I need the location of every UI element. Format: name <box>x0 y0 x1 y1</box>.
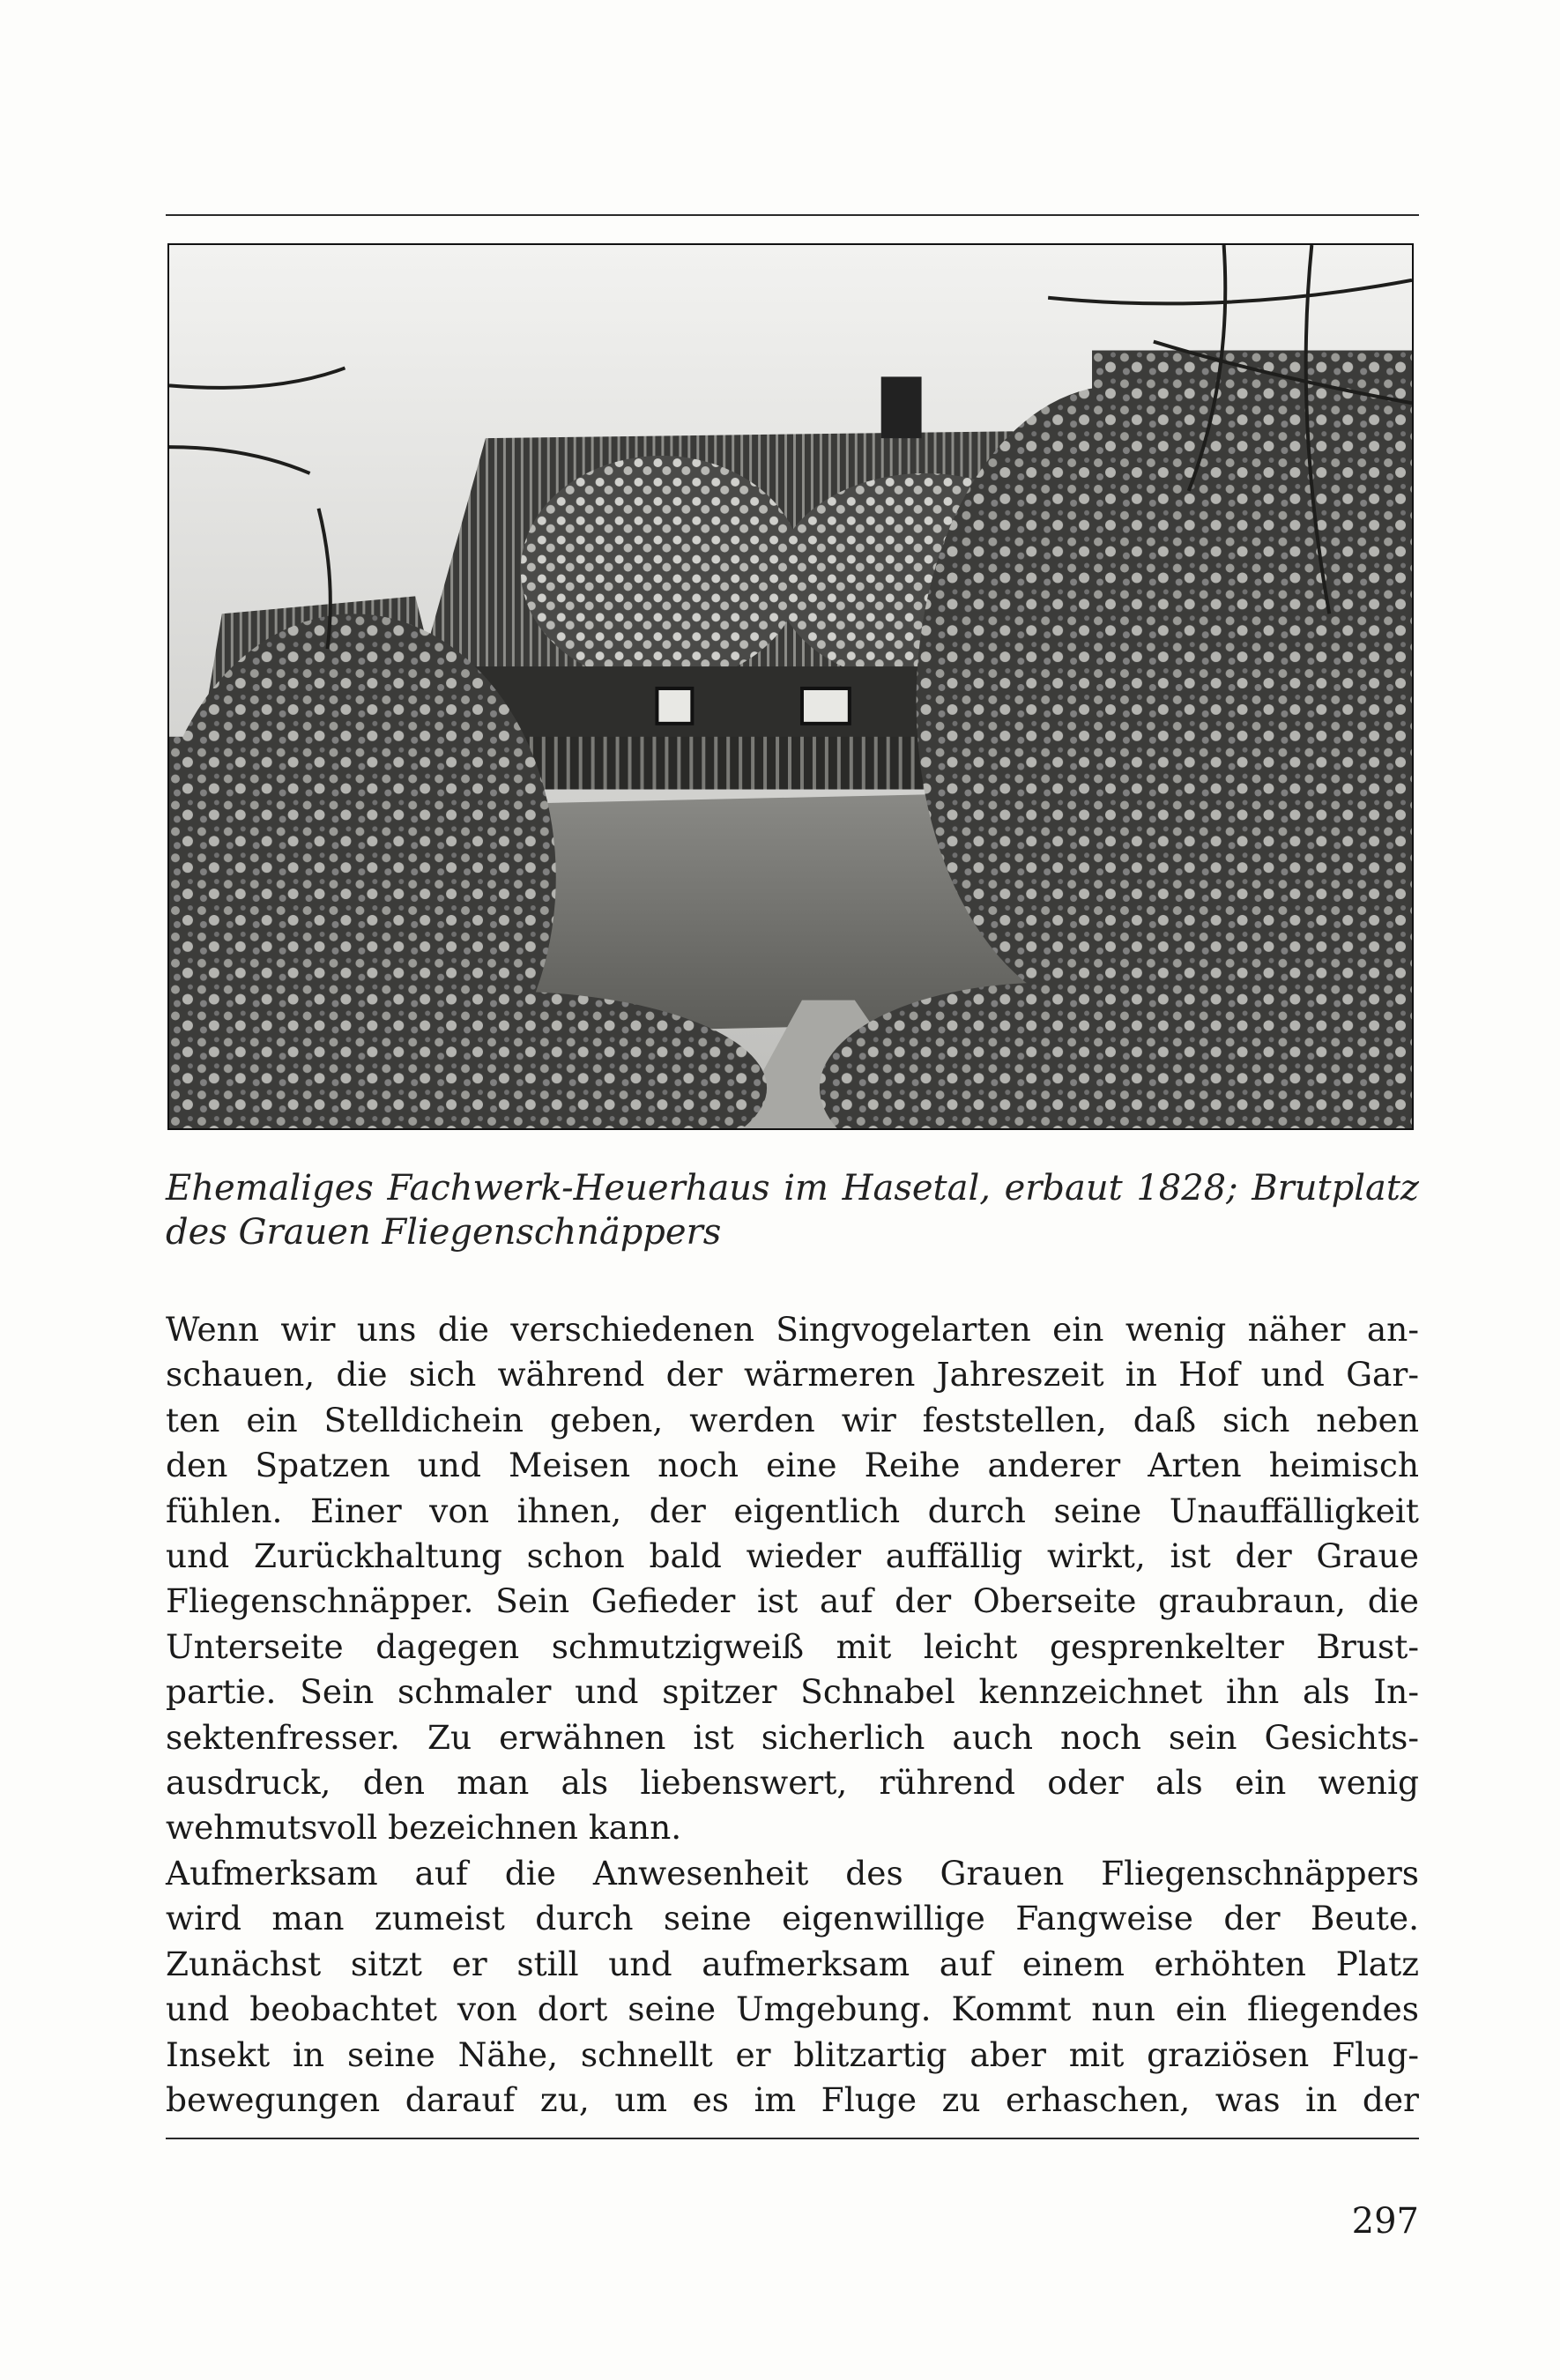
body-line: ten ein Stelldichein geben, werden wir feststellen, daß sich neben <box>166 1400 1419 1439</box>
caption-line: Ehemaliges Fachwerk-Heuerhaus im Hasetal, erbaut 1828; Brutplatz <box>166 1168 1419 1209</box>
body-line: bewegungen darauf zu, um es im Fluge zu erhaschen, was in der <box>166 2079 1419 2119</box>
top-rule <box>166 214 1419 216</box>
body-text <box>166 1307 1419 2123</box>
house-photograph <box>167 243 1414 1130</box>
body-line: Wenn wir uns die verschiedenen Singvogelarten ein wenig näher an- <box>166 1310 1419 1349</box>
body-line: wehmutsvoll bezeichnen kann. <box>166 1808 682 1848</box>
page-number: 297 <box>1351 2201 1419 2242</box>
bottom-rule <box>166 2138 1419 2139</box>
body-line: und Zurückhaltung schon bald wieder auffällig wirkt, ist der Graue <box>166 1536 1419 1576</box>
body-line: partie. Sein schmaler und spitzer Schnabel kennzeichnet ihn als In- <box>166 1672 1419 1712</box>
body-line: sektenfresser. Zu erwähnen ist sicherlich auch noch sein Gesichts- <box>166 1717 1419 1757</box>
body-line: Insekt in seine Nähe, schnellt er blitzartig aber mit graziösen Flug- <box>166 2034 1419 2074</box>
body-line: wird man zumeist durch seine eigenwillige Fangweise der Beute. <box>166 1899 1419 1938</box>
body-line: fühlen. Einer von ihnen, der eigentlich durch seine Unauffälligkeit <box>166 1491 1419 1530</box>
body-line: schauen, die sich während der wärmeren Jahreszeit in Hof und Gar- <box>166 1355 1419 1395</box>
body-line: Zunächst sitzt er still und aufmerksam auf einem erhöhten Platz <box>166 1944 1419 1983</box>
caption-line: des Grauen Fliegenschnäppers <box>166 1212 722 1253</box>
body-line: Fliegenschnäpper. Sein Gefieder ist auf der Oberseite graubraun, die <box>166 1581 1419 1621</box>
body-line: und beobachtet von dort seine Umgebung. Kommt nun ein fliegendes <box>166 1990 1419 2029</box>
body-line: Unterseite dagegen schmutzigweiß mit leicht gesprenkelter Brust- <box>166 1626 1419 1666</box>
body-line: Aufmerksam auf die Anwesenheit des Grauen Fliegenschnäppers <box>166 1853 1419 1893</box>
body-line: ausdruck, den man als liebenswert, rührend oder als ein wenig <box>166 1763 1419 1803</box>
body-line: den Spatzen und Meisen noch eine Reihe anderer Arten heimisch <box>166 1446 1419 1485</box>
house-photograph-image <box>169 245 1412 1128</box>
figure-caption <box>166 1166 1419 1254</box>
